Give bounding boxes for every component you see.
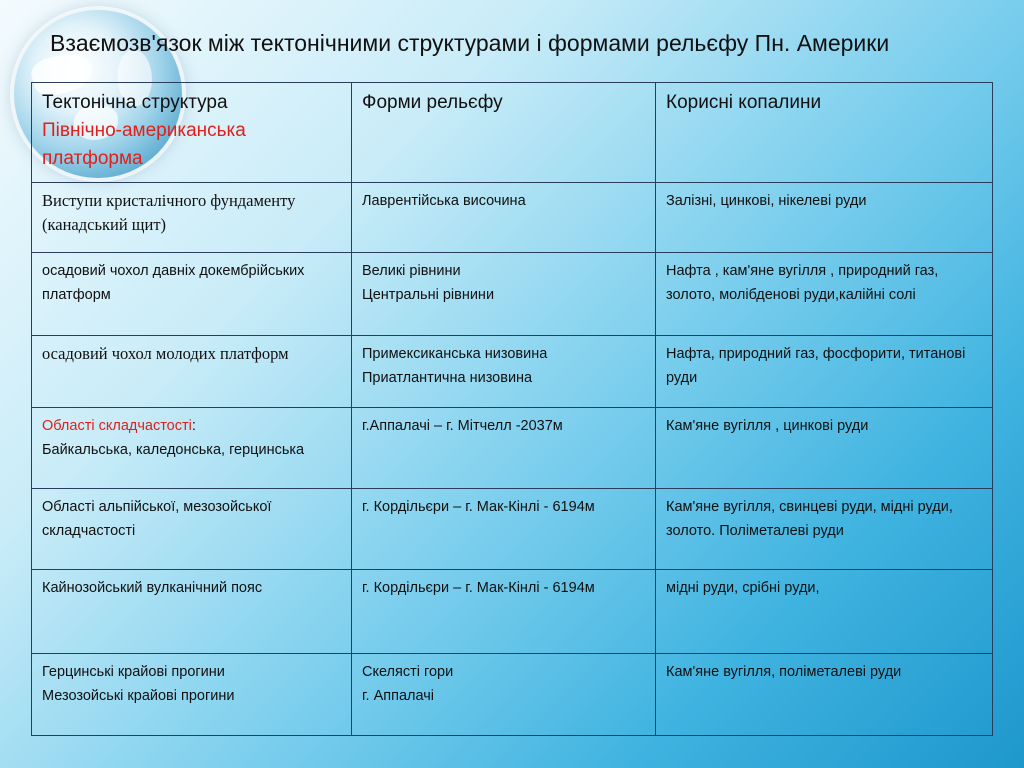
structure-cell: осадовий чохол давніх докембрійських платформ <box>32 253 352 336</box>
table-row <box>32 489 993 570</box>
structure-cell: Виступи кристалічного фундаменту (канадський щит) <box>32 183 352 253</box>
table-row <box>32 570 993 654</box>
relief-cell: Лаврентійська височина <box>352 183 656 253</box>
header-minerals: Корисні копалини <box>656 83 993 183</box>
structure-cell: Кайнозойський вулканічний пояс <box>32 570 352 654</box>
relief-cell: г.Аппалачі – г. Мітчелл -2037м <box>352 408 656 489</box>
structure-cell: Герцинські крайові прогини Мезозойські крайові прогини <box>32 654 352 736</box>
minerals-cell: мідні руди, срібні руди, <box>656 570 993 654</box>
minerals-cell: Кам'яне вугілля, свинцеві руди, мідні руди, золото. Поліметалеві руди <box>656 489 993 570</box>
table-row <box>32 336 993 408</box>
page-title: Взаємозв'язок між тектонічними структурами і формами рельєфу Пн. Америки <box>50 30 890 56</box>
minerals-cell: Залізні, цинкові, нікелеві руди <box>656 183 993 253</box>
header-relief: Форми рельєфу <box>352 83 656 183</box>
minerals-cell: Кам'яне вугілля, поліметалеві руди <box>656 654 993 736</box>
table-row <box>32 408 993 489</box>
relief-cell: Великі рівнини Центральні рівнини <box>352 253 656 336</box>
relief-cell: Скелясті гори г. Аппалачі <box>352 654 656 736</box>
relief-cell: Примексиканська низовина Приатлантична низовина <box>352 336 656 408</box>
structure-cell: осадовий чохол молодих платформ <box>32 336 352 408</box>
table-row <box>32 183 993 253</box>
platform-label: Північно-американська платформа <box>42 120 246 169</box>
folding-areas-label: Області складчастості <box>42 418 192 434</box>
tectonics-table <box>31 82 993 736</box>
header-structure: Тектонічна структура Північно-американська платформа <box>32 83 352 183</box>
table-row <box>32 654 993 736</box>
minerals-cell: Кам'яне вугілля , цинкові руди <box>656 408 993 489</box>
table-header-row <box>32 83 993 183</box>
table-row <box>32 253 993 336</box>
structure-cell: Області складчастості: Байкальська, каледонська, герцинська <box>32 408 352 489</box>
minerals-cell: Нафта, природний газ, фосфорити, титанові руди <box>656 336 993 408</box>
relief-cell: г. Кордільєри – г. Мак-Кінлі - 6194м <box>352 570 656 654</box>
structure-cell: Області альпійської, мезозойської складчастості <box>32 489 352 570</box>
relief-cell: г. Кордільєри – г. Мак-Кінлі - 6194м <box>352 489 656 570</box>
minerals-cell: Нафта , кам'яне вугілля , природний газ, золото, молібденові руди,калійні солі <box>656 253 993 336</box>
